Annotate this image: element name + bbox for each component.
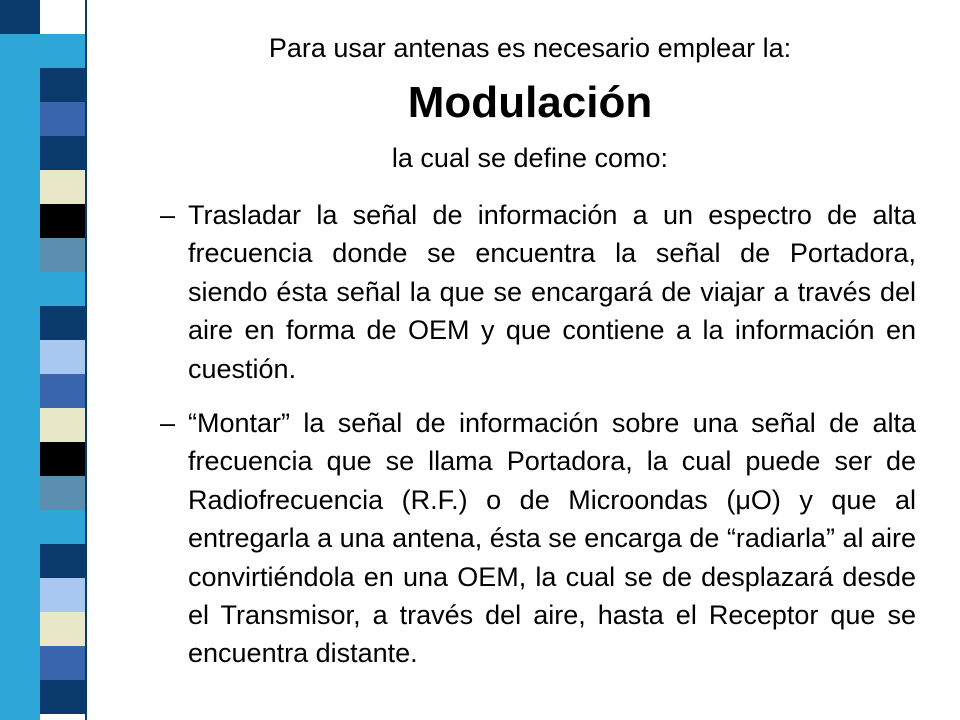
stripe-block (40, 476, 85, 510)
definition-list (160, 196, 916, 689)
stripe-block (40, 238, 85, 272)
stripe-block (40, 374, 85, 408)
stripe-block (40, 136, 85, 170)
bullet-dash: – (160, 200, 176, 230)
stripe-band (0, 0, 40, 720)
slide-subtitle: la cual se define como: (391, 143, 669, 173)
stripe-block (40, 408, 85, 442)
stripe-block (40, 306, 85, 340)
intro-text: Para usar antenas es necesario emplear la: (268, 33, 792, 63)
bullet-dash: – (160, 408, 176, 439)
stripe-block (40, 442, 85, 476)
stripe-block (40, 170, 85, 204)
definition-text: Trasladar la señal de información a un espectro de alta frecuencia donde se encuentra la señal de Portadora, siendo ésta señal la que se encargará de viajar a través del aire en forma de OEM y que contiene a la información en cuestión. (188, 200, 916, 384)
stripe-block (0, 0, 40, 34)
stripe-block (40, 544, 85, 578)
definition-item (160, 404, 916, 673)
stripe-block (40, 34, 85, 68)
definition-item (160, 196, 916, 388)
stripe-block (40, 680, 85, 714)
stripe-block (40, 102, 85, 136)
stripe-block (40, 578, 85, 612)
stripe-block (40, 612, 85, 646)
stripe-block (40, 272, 85, 306)
stripe-block (40, 68, 85, 102)
slide-title: Modulación (407, 78, 653, 127)
stripe-block (40, 510, 85, 544)
stripe-block (40, 204, 85, 238)
decorative-stripe (0, 0, 110, 720)
definition-text: “Montar” la señal de información sobre una señal de alta frecuencia que se llama Portadora, la cual puede ser de Radiofrecuencia (R.F.) o de Microondas (μO) y que al entregarla a una antena, ésta se encarga de “radiarla” al aire convirtiéndola en una OEM, la cual se de desplazará desde el Transmisor, a través del aire, hasta el Receptor que se encuentra distante. (188, 408, 916, 669)
stripe-block (40, 646, 85, 680)
stripe-edge (85, 0, 87, 720)
stripe-block (40, 340, 85, 374)
